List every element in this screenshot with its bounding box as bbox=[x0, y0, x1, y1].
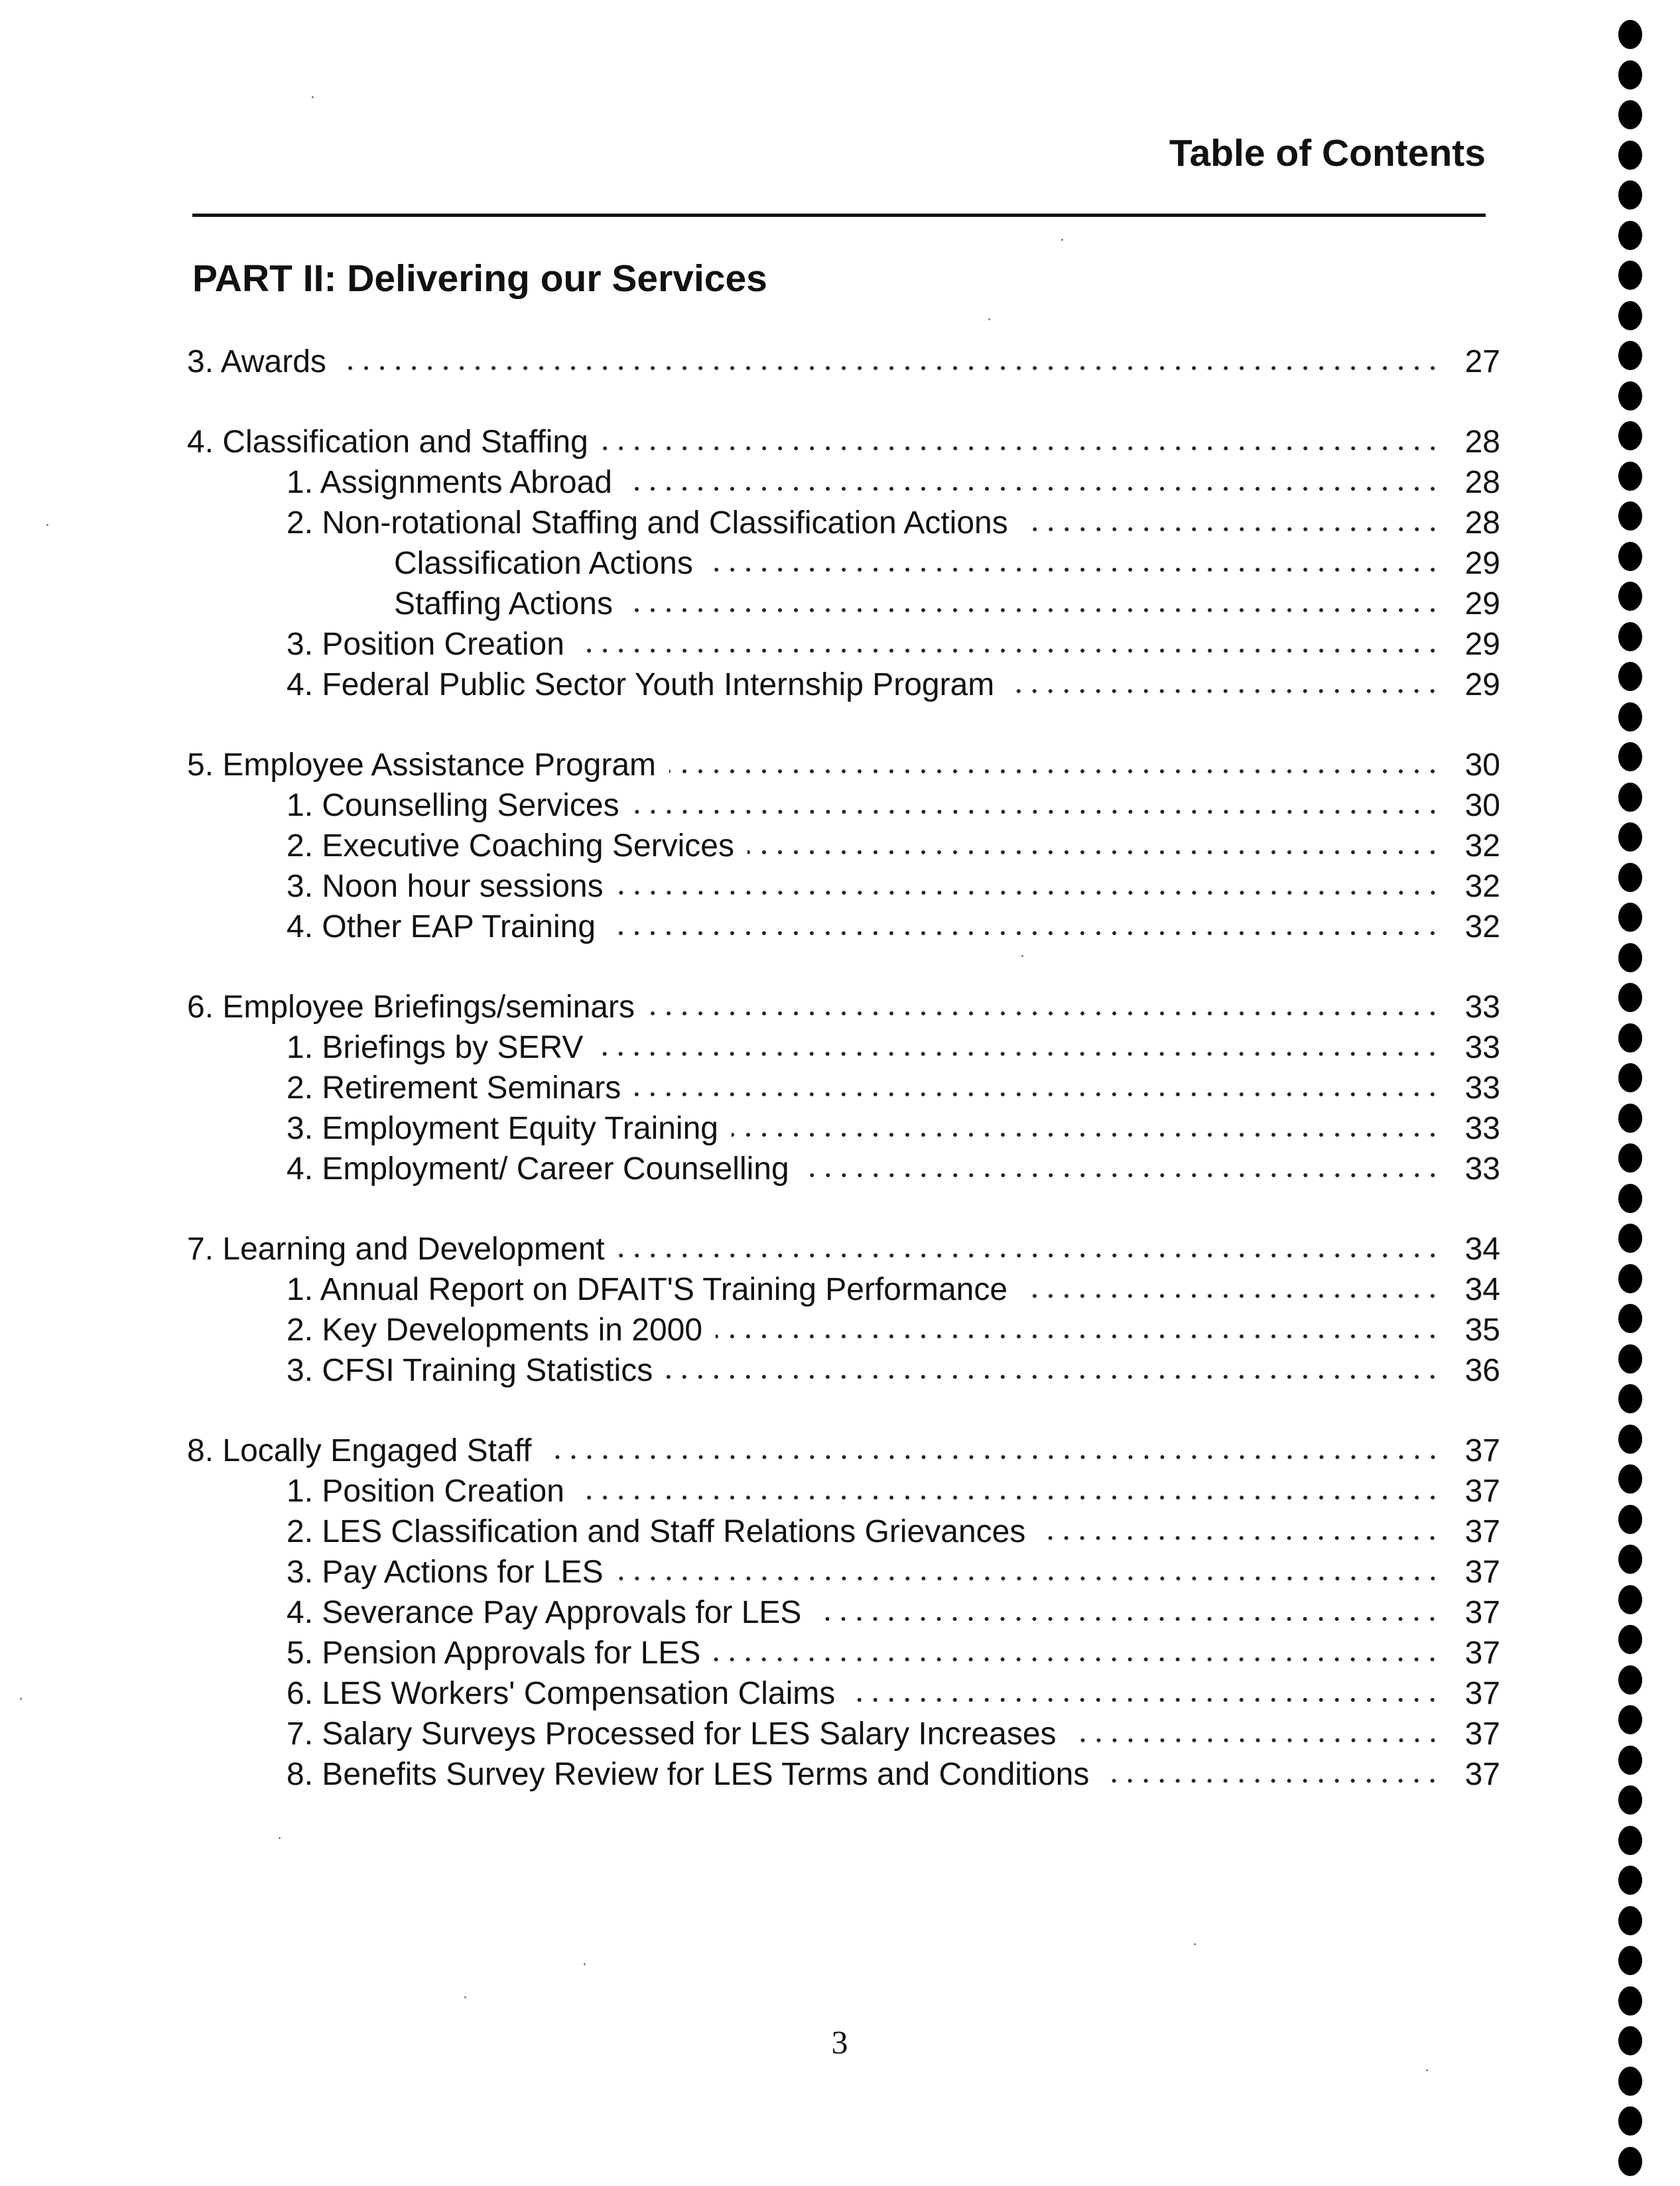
binding-hole bbox=[1618, 1224, 1642, 1253]
toc-entry-page: 33 bbox=[1464, 1070, 1500, 1106]
dot-leader bbox=[706, 566, 1441, 574]
dot-leader bbox=[545, 1453, 1441, 1461]
binding-hole bbox=[1618, 20, 1642, 49]
toc-entry-page: 32 bbox=[1464, 909, 1500, 944]
toc-entry-page: 37 bbox=[1464, 1716, 1500, 1752]
binding-hole bbox=[1618, 1344, 1642, 1374]
toc-entry bbox=[187, 1149, 1500, 1189]
toc-entry bbox=[187, 584, 1500, 624]
toc-entry-page: 33 bbox=[1464, 1030, 1500, 1065]
binding-hole bbox=[1618, 100, 1642, 129]
toc-entry-page: 37 bbox=[1464, 1595, 1500, 1630]
binding-hole bbox=[1618, 1585, 1642, 1614]
toc-entry bbox=[187, 342, 1500, 382]
dot-leader bbox=[648, 1009, 1441, 1017]
binding-hole bbox=[1618, 421, 1642, 450]
dot-leader bbox=[602, 444, 1441, 452]
toc-entry bbox=[187, 1229, 1500, 1269]
dot-leader bbox=[625, 485, 1441, 493]
binding-hole bbox=[1618, 1264, 1642, 1293]
toc-entry bbox=[187, 1592, 1500, 1633]
toc-entry-page: 36 bbox=[1464, 1353, 1500, 1388]
toc-entry-label: 2. Non-rotational Staffing and Classification Actions bbox=[287, 505, 1008, 541]
binding-hole bbox=[1618, 662, 1642, 691]
toc-entry bbox=[187, 624, 1500, 665]
toc-entry-page: 33 bbox=[1464, 1151, 1500, 1187]
page-header-title: Table of Contents bbox=[1169, 132, 1486, 174]
toc-entry bbox=[187, 907, 1500, 947]
toc-entry-label: 3. Position Creation bbox=[287, 627, 564, 662]
binding-hole bbox=[1618, 702, 1642, 732]
dot-leader bbox=[1039, 1534, 1441, 1542]
toc-entry-page: 29 bbox=[1464, 667, 1500, 702]
toc-entry-label: 1. Briefings by SERV bbox=[287, 1030, 584, 1065]
toc-entry-page: 32 bbox=[1464, 828, 1500, 864]
toc-section bbox=[187, 1431, 1500, 1795]
binding-hole bbox=[1618, 1104, 1642, 1133]
dot-leader bbox=[666, 1373, 1441, 1381]
toc-entry bbox=[187, 1471, 1500, 1511]
toc-entry-label: 8. Locally Engaged Staff bbox=[187, 1433, 532, 1468]
toc-entry-label: Classification Actions bbox=[394, 546, 693, 581]
dot-leader bbox=[1102, 1777, 1441, 1785]
toc-entry-label: 6. LES Workers' Compensation Claims bbox=[287, 1676, 836, 1711]
binding-hole bbox=[1618, 1946, 1642, 1975]
toc-entry bbox=[187, 462, 1500, 503]
toc-entry-label: 3. Pay Actions for LES bbox=[287, 1555, 604, 1590]
toc-entry-label: 6. Employee Briefings/seminars bbox=[187, 990, 635, 1025]
binding-hole bbox=[1618, 301, 1642, 330]
binding-hole bbox=[1618, 1665, 1642, 1695]
toc-entry-label: 7. Salary Surveys Processed for LES Salary Increases bbox=[287, 1716, 1057, 1752]
toc-entry-page: 29 bbox=[1464, 546, 1500, 581]
page-number: 3 bbox=[831, 2024, 848, 2061]
binding-hole bbox=[1618, 1384, 1642, 1413]
toc-entry-label: 2. Retirement Seminars bbox=[287, 1070, 621, 1106]
binding-hole bbox=[1618, 582, 1642, 611]
binding-hole bbox=[1618, 2026, 1642, 2055]
toc-entry-label: 1. Assignments Abroad bbox=[287, 465, 612, 500]
toc-entry-page: 34 bbox=[1464, 1272, 1500, 1307]
toc-section bbox=[187, 342, 1500, 382]
toc-entry-label: 4. Employment/ Career Counselling bbox=[287, 1151, 789, 1187]
binding-hole bbox=[1618, 501, 1642, 531]
toc-entry-page: 37 bbox=[1464, 1474, 1500, 1509]
part-title: PART II: Delivering our Services bbox=[192, 257, 767, 300]
toc-entry-page: 29 bbox=[1464, 586, 1500, 621]
toc-entry-label: 1. Annual Report on DFAIT'S Training Performance bbox=[287, 1272, 1008, 1307]
toc-entry bbox=[187, 826, 1500, 866]
toc-entry bbox=[187, 1108, 1500, 1149]
dot-leader bbox=[633, 808, 1441, 816]
dot-leader bbox=[618, 1252, 1441, 1259]
toc-entry-page: 27 bbox=[1464, 344, 1500, 379]
binding-hole bbox=[1618, 542, 1642, 571]
dot-leader bbox=[732, 1131, 1441, 1139]
toc-entry bbox=[187, 1027, 1500, 1068]
toc-entry bbox=[187, 1068, 1500, 1108]
header-rule bbox=[192, 214, 1486, 217]
toc-entry-label: 5. Employee Assistance Program bbox=[187, 747, 656, 783]
toc-entry-page: 28 bbox=[1464, 465, 1500, 500]
binding-hole bbox=[1618, 1545, 1642, 1574]
dot-leader bbox=[626, 606, 1441, 614]
toc-entry bbox=[187, 665, 1500, 705]
toc-entry bbox=[187, 543, 1500, 584]
scan-speck bbox=[464, 1996, 466, 1998]
toc-entry bbox=[187, 785, 1500, 826]
toc-entry-label: 3. Employment Equity Training bbox=[287, 1111, 718, 1146]
toc-entry bbox=[187, 1511, 1500, 1552]
toc-entry bbox=[187, 1269, 1500, 1310]
toc-entry-label: 8. Benefits Survey Review for LES Terms and Conditions bbox=[287, 1757, 1090, 1792]
toc-entry-page: 28 bbox=[1464, 505, 1500, 541]
toc-entry bbox=[187, 1552, 1500, 1592]
binding-hole bbox=[1618, 1826, 1642, 1855]
binding-hole bbox=[1618, 822, 1642, 852]
scan-speck bbox=[312, 96, 314, 98]
toc-entry-label: 3. Noon hour sessions bbox=[287, 869, 604, 904]
scan-speck bbox=[1194, 1943, 1196, 1945]
scan-speck bbox=[279, 1837, 281, 1839]
dot-leader bbox=[848, 1696, 1441, 1704]
toc-entry-label: 2. Executive Coaching Services bbox=[287, 828, 734, 864]
toc-entry-label: 1. Position Creation bbox=[287, 1474, 564, 1509]
dot-leader bbox=[669, 767, 1441, 775]
toc-entry-page: 37 bbox=[1464, 1555, 1500, 1590]
dot-leader bbox=[1070, 1736, 1441, 1744]
toc-entry-page: 37 bbox=[1464, 1514, 1500, 1549]
binding-hole bbox=[1618, 1906, 1642, 1935]
dot-leader bbox=[814, 1615, 1441, 1623]
dot-leader bbox=[578, 1494, 1441, 1502]
toc-entry bbox=[187, 1633, 1500, 1673]
binding-hole bbox=[1618, 2067, 1642, 2096]
toc-entry bbox=[187, 1754, 1500, 1795]
dot-leader bbox=[1021, 1292, 1441, 1300]
toc-section bbox=[187, 745, 1500, 947]
binding-hole bbox=[1618, 1304, 1642, 1333]
binding-hole bbox=[1618, 1464, 1642, 1494]
toc-entry-label: 1. Counselling Services bbox=[287, 788, 619, 823]
scan-speck bbox=[1061, 239, 1063, 241]
toc-entry-page: 33 bbox=[1464, 1111, 1500, 1146]
toc-entry-label: 3. CFSI Training Statistics bbox=[287, 1353, 653, 1388]
scan-speck bbox=[1021, 955, 1023, 957]
binding-hole bbox=[1618, 1425, 1642, 1454]
binding-hole bbox=[1618, 863, 1642, 892]
toc-entry bbox=[187, 987, 1500, 1027]
binding-hole bbox=[1618, 742, 1642, 771]
binding-hole bbox=[1618, 141, 1642, 170]
binding-hole bbox=[1618, 943, 1642, 972]
toc-entry bbox=[187, 1350, 1500, 1391]
table-of-contents bbox=[187, 342, 1500, 1834]
dot-leader bbox=[578, 647, 1441, 655]
binding-hole bbox=[1618, 903, 1642, 932]
toc-entry-page: 28 bbox=[1464, 424, 1500, 460]
scan-speck bbox=[1426, 2069, 1428, 2071]
scan-speck bbox=[988, 318, 990, 320]
toc-entry-label: 2. Key Developments in 2000 bbox=[287, 1313, 703, 1348]
toc-entry-page: 37 bbox=[1464, 1636, 1500, 1671]
scan-speck bbox=[20, 1698, 22, 1700]
binding-hole bbox=[1618, 1143, 1642, 1173]
toc-entry-label: 7. Learning and Development bbox=[187, 1232, 605, 1267]
toc-entry-label: 3. Awards bbox=[187, 344, 326, 379]
toc-entry bbox=[187, 1673, 1500, 1714]
toc-entry-page: 37 bbox=[1464, 1676, 1500, 1711]
binding-hole bbox=[1618, 462, 1642, 491]
binding-hole bbox=[1618, 2147, 1642, 2176]
toc-entry-page: 34 bbox=[1464, 1232, 1500, 1267]
toc-entry bbox=[187, 1310, 1500, 1350]
binding-hole bbox=[1618, 1746, 1642, 1775]
toc-entry-page: 30 bbox=[1464, 747, 1500, 783]
dot-leader bbox=[747, 848, 1441, 856]
toc-entry-label: 5. Pension Approvals for LES bbox=[287, 1636, 701, 1671]
binding-hole bbox=[1618, 783, 1642, 812]
toc-entry-page: 30 bbox=[1464, 788, 1500, 823]
dot-leader bbox=[609, 929, 1441, 937]
toc-entry bbox=[187, 422, 1500, 462]
toc-entry-label: 4. Federal Public Sector Youth Internship Program bbox=[287, 667, 995, 702]
binding-hole bbox=[1618, 1184, 1642, 1213]
toc-entry-page: 35 bbox=[1464, 1313, 1500, 1348]
dot-leader bbox=[617, 889, 1441, 897]
binding-hole bbox=[1618, 1785, 1642, 1815]
binding-hole bbox=[1618, 341, 1642, 370]
binding-hole bbox=[1618, 1705, 1642, 1734]
toc-entry-page: 37 bbox=[1464, 1433, 1500, 1468]
binding-hole bbox=[1618, 1866, 1642, 1895]
toc-entry-page: 33 bbox=[1464, 990, 1500, 1025]
binding-hole bbox=[1618, 1023, 1642, 1053]
toc-entry bbox=[187, 1431, 1500, 1471]
toc-entry bbox=[187, 745, 1500, 785]
toc-entry bbox=[187, 866, 1500, 907]
toc-entry-label: 4. Classification and Staffing bbox=[187, 424, 588, 460]
binding-hole bbox=[1618, 180, 1642, 210]
toc-entry-label: 4. Other EAP Training bbox=[287, 909, 596, 944]
binding-hole bbox=[1618, 381, 1642, 411]
dot-leader bbox=[716, 1332, 1441, 1340]
toc-entry-label: 4. Severance Pay Approvals for LES bbox=[287, 1595, 802, 1630]
binding-holes bbox=[1618, 20, 1651, 2182]
binding-hole bbox=[1618, 261, 1642, 290]
scan-speck bbox=[584, 1963, 586, 1965]
toc-entry-label: Staffing Actions bbox=[394, 586, 613, 621]
toc-entry bbox=[187, 1714, 1500, 1754]
binding-hole bbox=[1618, 60, 1642, 90]
toc-entry-page: 37 bbox=[1464, 1757, 1500, 1792]
dot-leader bbox=[1021, 525, 1441, 533]
binding-hole bbox=[1618, 1505, 1642, 1534]
dot-leader bbox=[634, 1090, 1441, 1098]
scan-speck bbox=[46, 524, 48, 526]
dot-leader bbox=[596, 1050, 1441, 1058]
binding-hole bbox=[1618, 622, 1642, 651]
binding-hole bbox=[1618, 1986, 1642, 2016]
toc-section bbox=[187, 422, 1500, 705]
binding-hole bbox=[1618, 983, 1642, 1012]
dot-leader bbox=[617, 1575, 1441, 1582]
toc-entry-page: 29 bbox=[1464, 627, 1500, 662]
dot-leader bbox=[340, 364, 1441, 372]
toc-entry bbox=[187, 503, 1500, 543]
binding-hole bbox=[1618, 2106, 1642, 2136]
toc-section bbox=[187, 987, 1500, 1189]
binding-hole bbox=[1618, 1625, 1642, 1654]
dot-leader bbox=[714, 1655, 1441, 1663]
binding-hole bbox=[1618, 1063, 1642, 1092]
toc-entry-page: 32 bbox=[1464, 869, 1500, 904]
binding-hole bbox=[1618, 221, 1642, 250]
toc-section bbox=[187, 1229, 1500, 1391]
toc-entry-label: 2. LES Classification and Staff Relations Grievances bbox=[287, 1514, 1026, 1549]
dot-leader bbox=[803, 1171, 1441, 1179]
dot-leader bbox=[1007, 687, 1441, 695]
